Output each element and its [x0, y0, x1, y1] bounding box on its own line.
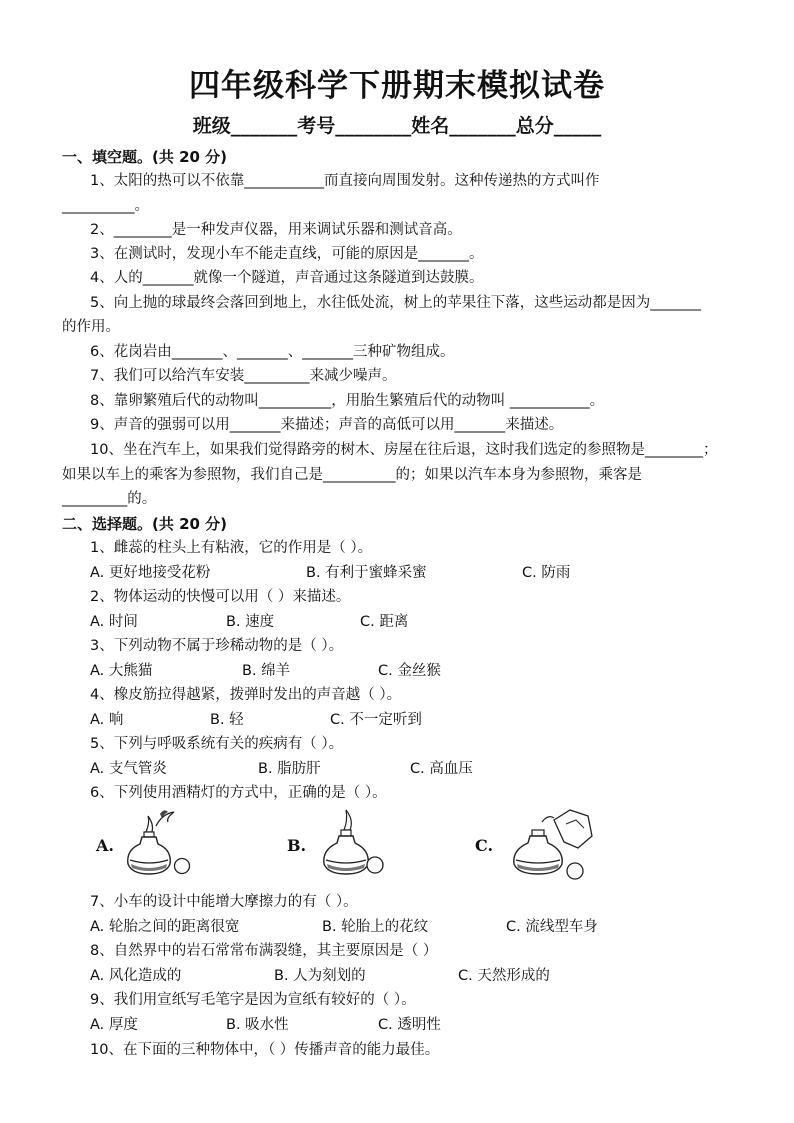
- choice-4-option-b: B. 轻: [210, 712, 244, 728]
- choice-question-2: 2、物体运动的快慢可以用（ ）来描述。: [90, 589, 351, 605]
- choice-question-6: 6、下列使用酒精灯的方式中，正确的是（ ）。: [90, 785, 387, 801]
- choice-question-7: 7、小车的设计中能增大摩擦力的有（ ）。: [90, 894, 358, 910]
- fill-question-6: 6、花岗岩由_______、_______、_______三种矿物组成。: [90, 344, 455, 360]
- choice-4-option-c: C. 不一定听到: [330, 712, 422, 728]
- section-heading-choice: 二、选择题。(共 20 分): [62, 515, 228, 533]
- fill-question-9: 9、声音的强弱可以用_______来描述；声音的高低可以用_______来描述。: [90, 417, 564, 433]
- figure-label-c: C.: [475, 836, 494, 855]
- fill-question-5: 5、向上抛的球最终会落回到地上，水往低处流，树上的苹果往下落，这些运动都是因为_______: [90, 295, 701, 311]
- choice-9-option-b: B. 吸水性: [226, 1017, 289, 1033]
- choice-5-option-b: B. 脂肪肝: [258, 761, 321, 777]
- figure-label-a: A.: [96, 836, 114, 855]
- choice-question-4: 4、橡皮筋拉得越紧，拨弹时发出的声音越（ ）。: [90, 687, 402, 703]
- choice-1-option-b: B. 有利于蜜蜂采蜜: [306, 565, 427, 581]
- fill-question-7: 7、我们可以给汽车安装_________来减少噪声。: [90, 368, 397, 384]
- choice-question-8: 8、自然界中的岩石常常布满裂缝，其主要原因是（ ）: [90, 943, 438, 959]
- choice-question-3: 3、下列动物不属于珍稀动物的是（ ）。: [90, 638, 344, 654]
- choice-3-option-c: C. 金丝猴: [378, 663, 441, 679]
- student-info-line: 班级_______考号________姓名_______总分_____: [192, 115, 602, 137]
- section-heading-fill-blank: 一、填空题。(共 20 分): [62, 148, 228, 166]
- lamp-cap-icon-c: [564, 860, 586, 882]
- lamp-cap-icon: [172, 856, 192, 876]
- choice-7-option-c: C. 流线型车身: [506, 919, 598, 935]
- page-title: 四年级科学下册期末模拟试卷: [189, 68, 605, 104]
- choice-7-option-a: A. 轮胎之间的距离很宽: [90, 919, 240, 935]
- choice-7-option-b: B. 轮胎上的花纹: [322, 919, 429, 935]
- choice-4-option-a: A. 响: [90, 712, 124, 728]
- fill-question-1: 1、太阳的热可以不依靠___________而直接向周围发射。这种传递热的方式叫作: [90, 173, 600, 189]
- fill-question-5-cont: 的作用。: [62, 319, 120, 335]
- fill-question-8: 8、靠卵繁殖后代的动物叫__________，用胎生繁殖后代的动物叫 ___________。: [90, 393, 605, 409]
- figure-label-b: B.: [287, 836, 307, 855]
- fill-question-4: 4、人的_______就像一个隧道，声音通过这条隧道到达鼓膜。: [90, 270, 484, 286]
- choice-question-10: 10、在下面的三种物体中，（ ）传播声音的能力最佳。: [90, 1042, 440, 1058]
- choice-8-option-c: C. 天然形成的: [458, 968, 550, 984]
- fill-question-3: 3、在测试时，发现小车不能走直线，可能的原因是_______。: [90, 246, 484, 262]
- choice-3-option-a: A. 大熊猫: [90, 663, 153, 679]
- choice-question-5: 5、下列与呼吸系统有关的疾病有（ ）。: [90, 736, 344, 752]
- choice-8-option-b: B. 人为刻划的: [274, 968, 366, 984]
- fill-question-1-cont: __________。: [62, 198, 149, 214]
- fill-question-10: 10、坐在汽车上，如果我们觉得路旁的树木、房屋在往后退，这时我们选定的参照物是________；: [90, 442, 718, 458]
- choice-9-option-c: C. 透明性: [378, 1017, 441, 1033]
- fill-question-10-cont: 如果以车上的乘客为参照物，我们自己是__________的；如果以汽车本身为参照物，乘客是: [62, 467, 642, 483]
- choice-5-option-a: A. 支气管炎: [90, 761, 167, 777]
- choice-2-option-b: B. 速度: [226, 614, 275, 630]
- choice-1-option-c: C. 防雨: [522, 565, 571, 581]
- fill-question-10-cont2: _________的。: [62, 491, 157, 507]
- lamp-cap-icon-b: [364, 854, 386, 876]
- choice-2-option-c: C. 距离: [360, 614, 409, 630]
- choice-9-option-a: A. 厚度: [90, 1017, 138, 1033]
- choice-3-option-b: B. 绵羊: [242, 663, 291, 679]
- choice-8-option-a: A. 风化造成的: [90, 968, 182, 984]
- choice-5-option-c: C. 高血压: [410, 761, 473, 777]
- fill-question-2: 2、________是一种发声仪器，用来调试乐器和测试音高。: [90, 222, 462, 238]
- choice-question-9: 9、我们用宣纸写毛笔字是因为宣纸有较好的（ ）。: [90, 992, 416, 1008]
- choice-question-1: 1、雌蕊的柱头上有粘液，它的作用是（ ）。: [90, 540, 373, 556]
- choice-2-option-a: A. 时间: [90, 614, 138, 630]
- choice-1-option-a: A. 更好地接受花粉: [90, 565, 211, 581]
